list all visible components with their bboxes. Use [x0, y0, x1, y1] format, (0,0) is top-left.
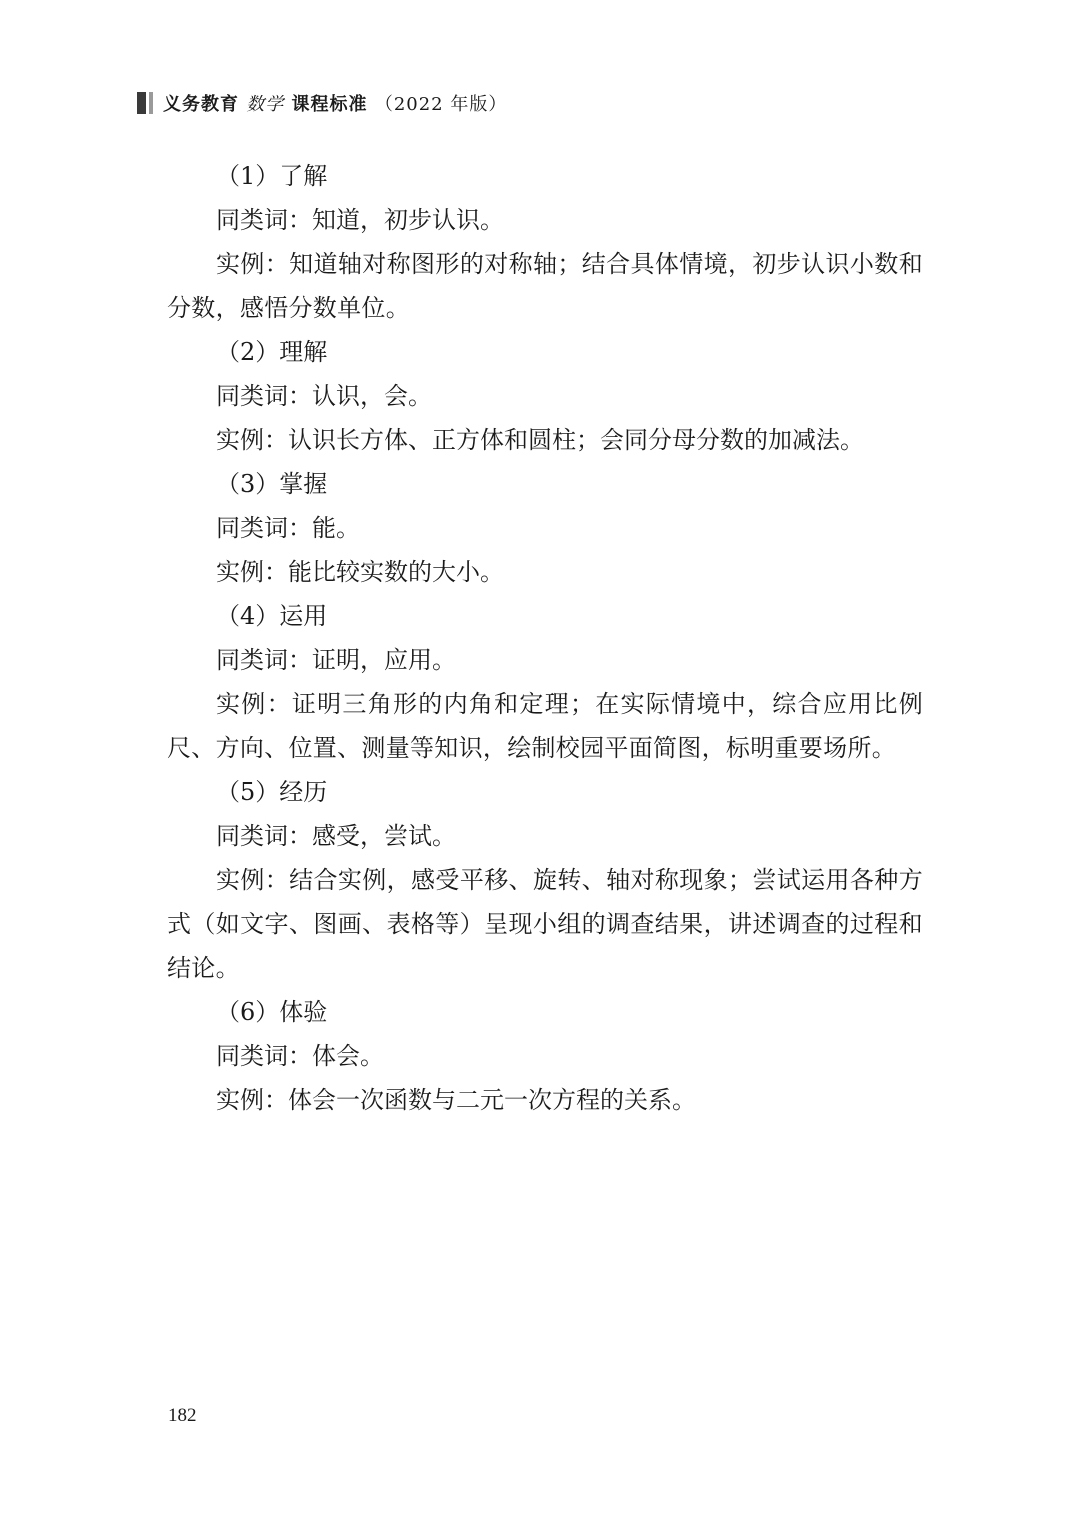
heading-feel: （6）体验: [216, 998, 328, 1026]
synonyms-feel: 同类词：体会。: [216, 1042, 384, 1070]
synonyms-comprehend: 同类词：认识，会。: [216, 382, 432, 410]
heading-comprehend: （2）理解: [216, 338, 328, 366]
synonyms-master: 同类词：能。: [216, 514, 360, 542]
synonyms-apply: 同类词：证明，应用。: [216, 646, 456, 674]
running-header: [137, 90, 507, 116]
page-number: 182: [168, 1405, 197, 1426]
example-comprehend: 实例：认识长方体、正方体和圆柱；会同分母分数的加减法。: [216, 426, 864, 454]
header-edition: （2022 年版）: [374, 94, 508, 115]
example-experience: 实例：结合实例，感受平移、旋转、轴对称现象；尝试运用各种方式（如文字、图画、表格等）呈现小组的调查结果，讲述调查的过程和结论。: [167, 866, 923, 982]
synonyms-understand: 同类词：知道，初步认识。: [216, 206, 504, 234]
heading-apply: （4）运用: [216, 602, 328, 630]
heading-understand: （1）了解: [216, 162, 328, 190]
heading-experience: （5）经历: [216, 778, 328, 806]
header-title-part2: 课程标准: [284, 94, 375, 115]
header-bar-icon: [137, 92, 153, 114]
synonyms-experience: 同类词：感受，尝试。: [216, 822, 456, 850]
example-understand: 实例：知道轴对称图形的对称轴；结合具体情境，初步认识小数和分数，感悟分数单位。: [167, 250, 923, 322]
page-body: [167, 154, 923, 1122]
header-title: [163, 90, 507, 116]
heading-master: （3）掌握: [216, 470, 328, 498]
example-master: 实例：能比较实数的大小。: [216, 558, 504, 586]
example-apply: 实例：证明三角形的内角和定理；在实际情境中，综合应用比例尺、方向、位置、测量等知识，绘制校园平面简图，标明重要场所。: [167, 690, 923, 762]
header-title-part1: 义务教育: [163, 94, 247, 115]
header-subject: 数学: [246, 94, 285, 115]
example-feel: 实例：体会一次函数与二元一次方程的关系。: [216, 1086, 696, 1114]
